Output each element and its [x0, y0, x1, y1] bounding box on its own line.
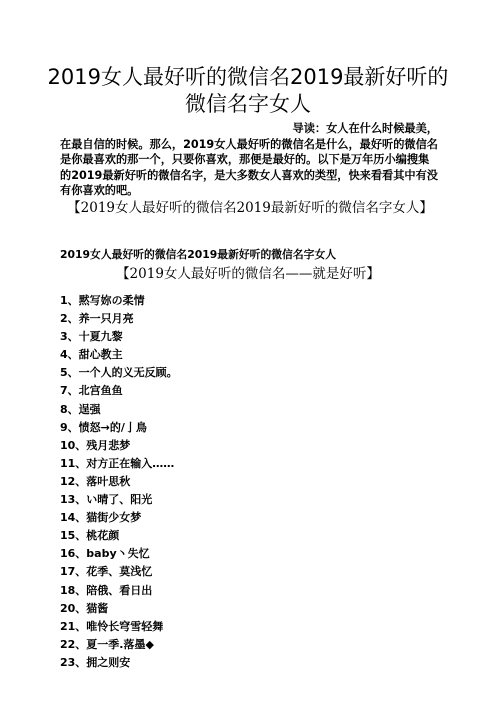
list-item: 22、夏一季.落墨◆ — [60, 637, 154, 651]
list-item: 17、花季、莫浅忆 — [60, 565, 153, 579]
name-list — [60, 292, 440, 672]
intro-lead: 导读：女人在什么时候最美， — [292, 122, 438, 135]
list-item: 5、一个人的义无反顾。 — [60, 366, 178, 380]
list-item: 3、十夏九黎 — [60, 330, 123, 344]
list-item: 1、黙写妳の柔情 — [60, 294, 145, 307]
list-item: 14、猫街少女梦 — [60, 511, 142, 525]
list-item: 8、逞强 — [60, 402, 101, 416]
list-item: 12、落叶思秋 — [60, 474, 131, 488]
bracket-heading: 【2019女人最好听的微信名2019最新好听的微信名字女人】 — [67, 200, 433, 216]
section-heading: 2019女人最好听的微信名2019最新好听的微信名字女人 — [60, 248, 337, 261]
list-item: 16、baby丶失忆 — [60, 547, 150, 561]
list-item: 18、陪俄、看日出 — [60, 583, 153, 597]
list-item: 23、拥之则安 — [60, 655, 131, 669]
document-title: 2019女人最好听的微信名2019最新好听的微信名字女人 — [47, 65, 449, 116]
list-item: 2、养一只月亮 — [60, 312, 134, 326]
list-item: 21、唯怜长穹雪轻舞 — [60, 619, 164, 633]
intro-body: 在最自信的时候。那么，2019女人最好听的微信名是什么，最好听的微信名是你最喜欢的那一个，只要你喜欢，那便是最好的。以下是万年历小编搜集的2019最新好听的微信名字，是大多数女人喜欢的类型，快来看看其中有没有你喜欢的吧。 — [60, 137, 438, 198]
intro-paragraph — [60, 121, 438, 199]
list-item: 4、甜心教主 — [60, 348, 123, 362]
list-item: 15、桃花颜 — [60, 529, 120, 543]
list-item: 13、い晴了、阳光 — [60, 493, 153, 507]
list-item: 20、猫酱 — [60, 601, 109, 615]
sub-heading: 【2019女人最好听的微信名——就是好听】 — [116, 266, 380, 282]
list-item: 11、对方正在输入…… — [60, 456, 175, 470]
list-item: 9、愤怒→的/亅鳥 — [60, 420, 147, 434]
list-item: 10、残月悲梦 — [60, 438, 131, 452]
list-item: 7、北宫鱼鱼 — [60, 384, 123, 398]
